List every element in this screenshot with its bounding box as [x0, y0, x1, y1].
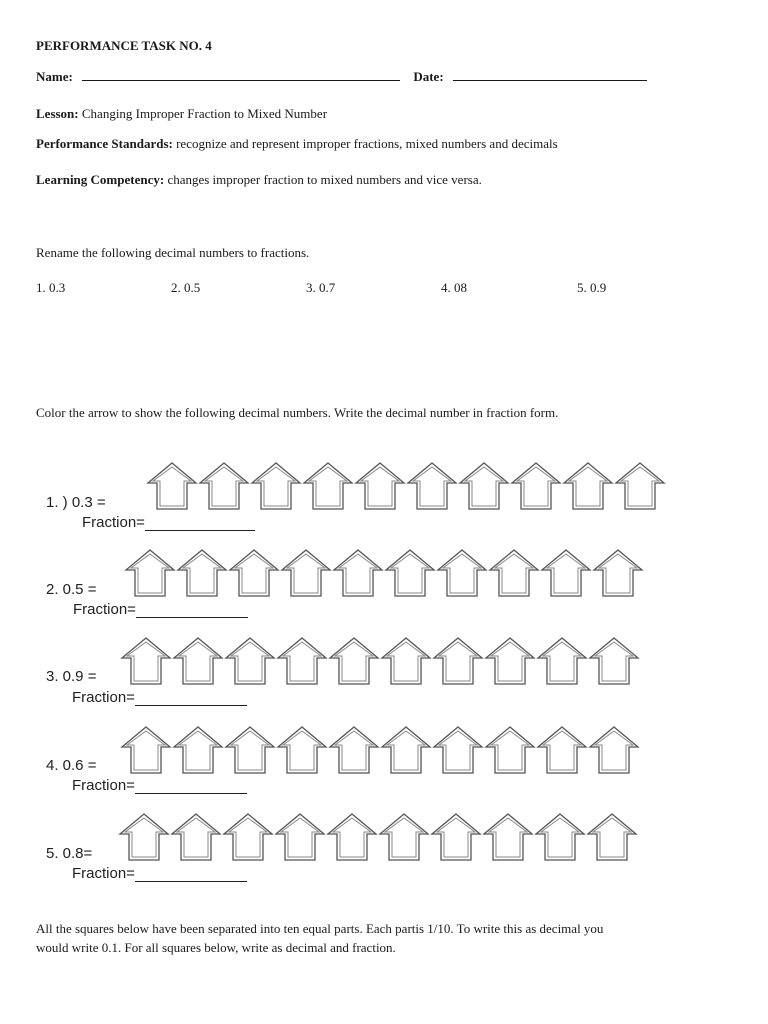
arrow-shape[interactable]: [332, 548, 384, 598]
arrow-shape[interactable]: [176, 548, 228, 598]
part1-item: 1. 0.3: [36, 280, 66, 295]
fraction-label: Fraction=: [72, 777, 135, 794]
arrow-shape[interactable]: [588, 725, 640, 775]
fraction-answer: [82, 514, 255, 531]
arrow-shape[interactable]: [170, 812, 222, 862]
competency-line: [36, 172, 482, 188]
arrow-shape[interactable]: [146, 461, 198, 511]
arrow-shape[interactable]: [586, 812, 638, 862]
arrow-shape[interactable]: [432, 636, 484, 686]
arrow-shape[interactable]: [280, 548, 332, 598]
arrow-shape[interactable]: [614, 461, 666, 511]
arrow-shape[interactable]: [124, 548, 176, 598]
name-row: [36, 68, 647, 85]
part3-line: would write 0.1. For all squares below, write as decimal and fraction.: [36, 940, 396, 955]
arrow-shape[interactable]: [536, 636, 588, 686]
arrow-shape[interactable]: [430, 812, 482, 862]
fraction-blank[interactable]: [135, 779, 247, 794]
arrow-row-label: 1. ) 0.3 =: [46, 494, 106, 511]
arrow-shape[interactable]: [432, 725, 484, 775]
part1-item: 2. 0.5: [171, 280, 201, 295]
lesson-label: Lesson:: [36, 106, 79, 121]
fraction-answer: [72, 865, 247, 882]
lesson-text: Changing Improper Fraction to Mixed Number: [81, 106, 328, 121]
arrow-shape[interactable]: [250, 461, 302, 511]
arrow-shape[interactable]: [228, 548, 280, 598]
lesson-line: [36, 106, 327, 122]
arrow-shape[interactable]: [458, 461, 510, 511]
fraction-label: Fraction=: [82, 514, 145, 531]
arrow-shape[interactable]: [326, 812, 378, 862]
part1-item: 5. 0.9: [577, 280, 607, 295]
arrow-shape[interactable]: [198, 461, 250, 511]
fraction-answer: [73, 601, 248, 618]
arrow-shape[interactable]: [562, 461, 614, 511]
name-field[interactable]: [82, 68, 400, 81]
arrow-shape[interactable]: [540, 548, 592, 598]
arrow-row: [118, 812, 638, 862]
arrow-shape[interactable]: [118, 812, 170, 862]
arrow-shape[interactable]: [222, 812, 274, 862]
part1-item: 4. 08: [441, 280, 467, 295]
part1-instruction: Rename the following decimal numbers to fractions.: [36, 245, 310, 260]
arrow-shape[interactable]: [384, 548, 436, 598]
arrow-shape[interactable]: [120, 725, 172, 775]
arrow-shape[interactable]: [224, 636, 276, 686]
arrow-shape[interactable]: [592, 548, 644, 598]
arrow-shape[interactable]: [328, 725, 380, 775]
arrow-shape[interactable]: [406, 461, 458, 511]
arrow-shape[interactable]: [484, 725, 536, 775]
fraction-blank[interactable]: [135, 867, 247, 882]
arrow-shape[interactable]: [380, 636, 432, 686]
arrow-row: [124, 548, 644, 598]
fraction-blank[interactable]: [145, 516, 255, 531]
fraction-blank[interactable]: [135, 691, 247, 706]
arrow-shape[interactable]: [172, 636, 224, 686]
standards-line: [36, 136, 558, 152]
arrow-shape[interactable]: [488, 548, 540, 598]
fraction-label: Fraction=: [72, 689, 135, 706]
arrow-row-label: 5. 0.8=: [46, 845, 93, 862]
arrow-shape[interactable]: [484, 636, 536, 686]
fraction-label: Fraction=: [73, 601, 136, 618]
page-title: PERFORMANCE TASK NO. 4: [36, 38, 212, 53]
standards-text: recognize and represent improper fractions, mixed numbers and decimals: [176, 136, 558, 151]
arrow-shape[interactable]: [328, 636, 380, 686]
arrow-row-label: 4. 0.6 =: [46, 757, 97, 774]
fraction-answer: [72, 689, 247, 706]
fraction-label: Fraction=: [72, 865, 135, 882]
date-label: Date:: [413, 69, 444, 84]
arrow-row: [120, 636, 640, 686]
competency-text: changes improper fraction to mixed numbers and vice versa.: [167, 172, 482, 187]
arrow-shape[interactable]: [276, 725, 328, 775]
arrow-shape[interactable]: [482, 812, 534, 862]
arrow-row: [120, 725, 640, 775]
arrow-row: [146, 461, 666, 511]
arrow-shape[interactable]: [274, 812, 326, 862]
part3-line: All the squares below have been separated into ten equal parts. Each partis 1/10. To write this as decimal you: [36, 921, 604, 936]
arrow-shape[interactable]: [224, 725, 276, 775]
date-field[interactable]: [453, 68, 647, 81]
arrow-shape[interactable]: [436, 548, 488, 598]
arrow-row-label: 3. 0.9 =: [46, 668, 97, 685]
arrow-shape[interactable]: [276, 636, 328, 686]
fraction-blank[interactable]: [136, 603, 248, 618]
standards-label: Performance Standards:: [36, 136, 173, 151]
part1-item: 3. 0.7: [306, 280, 336, 295]
arrow-shape[interactable]: [354, 461, 406, 511]
arrow-shape[interactable]: [172, 725, 224, 775]
arrow-shape[interactable]: [378, 812, 430, 862]
arrow-shape[interactable]: [588, 636, 640, 686]
name-label: Name:: [36, 69, 73, 84]
arrow-shape[interactable]: [302, 461, 354, 511]
fraction-answer: [72, 777, 247, 794]
competency-label: Learning Competency:: [36, 172, 165, 187]
arrow-shape[interactable]: [536, 725, 588, 775]
arrow-shape[interactable]: [380, 725, 432, 775]
part2-instruction: Color the arrow to show the following decimal numbers. Write the decimal number in fraction form.: [36, 405, 559, 420]
arrow-shape[interactable]: [510, 461, 562, 511]
arrow-shape[interactable]: [534, 812, 586, 862]
arrow-shape[interactable]: [120, 636, 172, 686]
arrow-row-label: 2. 0.5 =: [46, 581, 97, 598]
